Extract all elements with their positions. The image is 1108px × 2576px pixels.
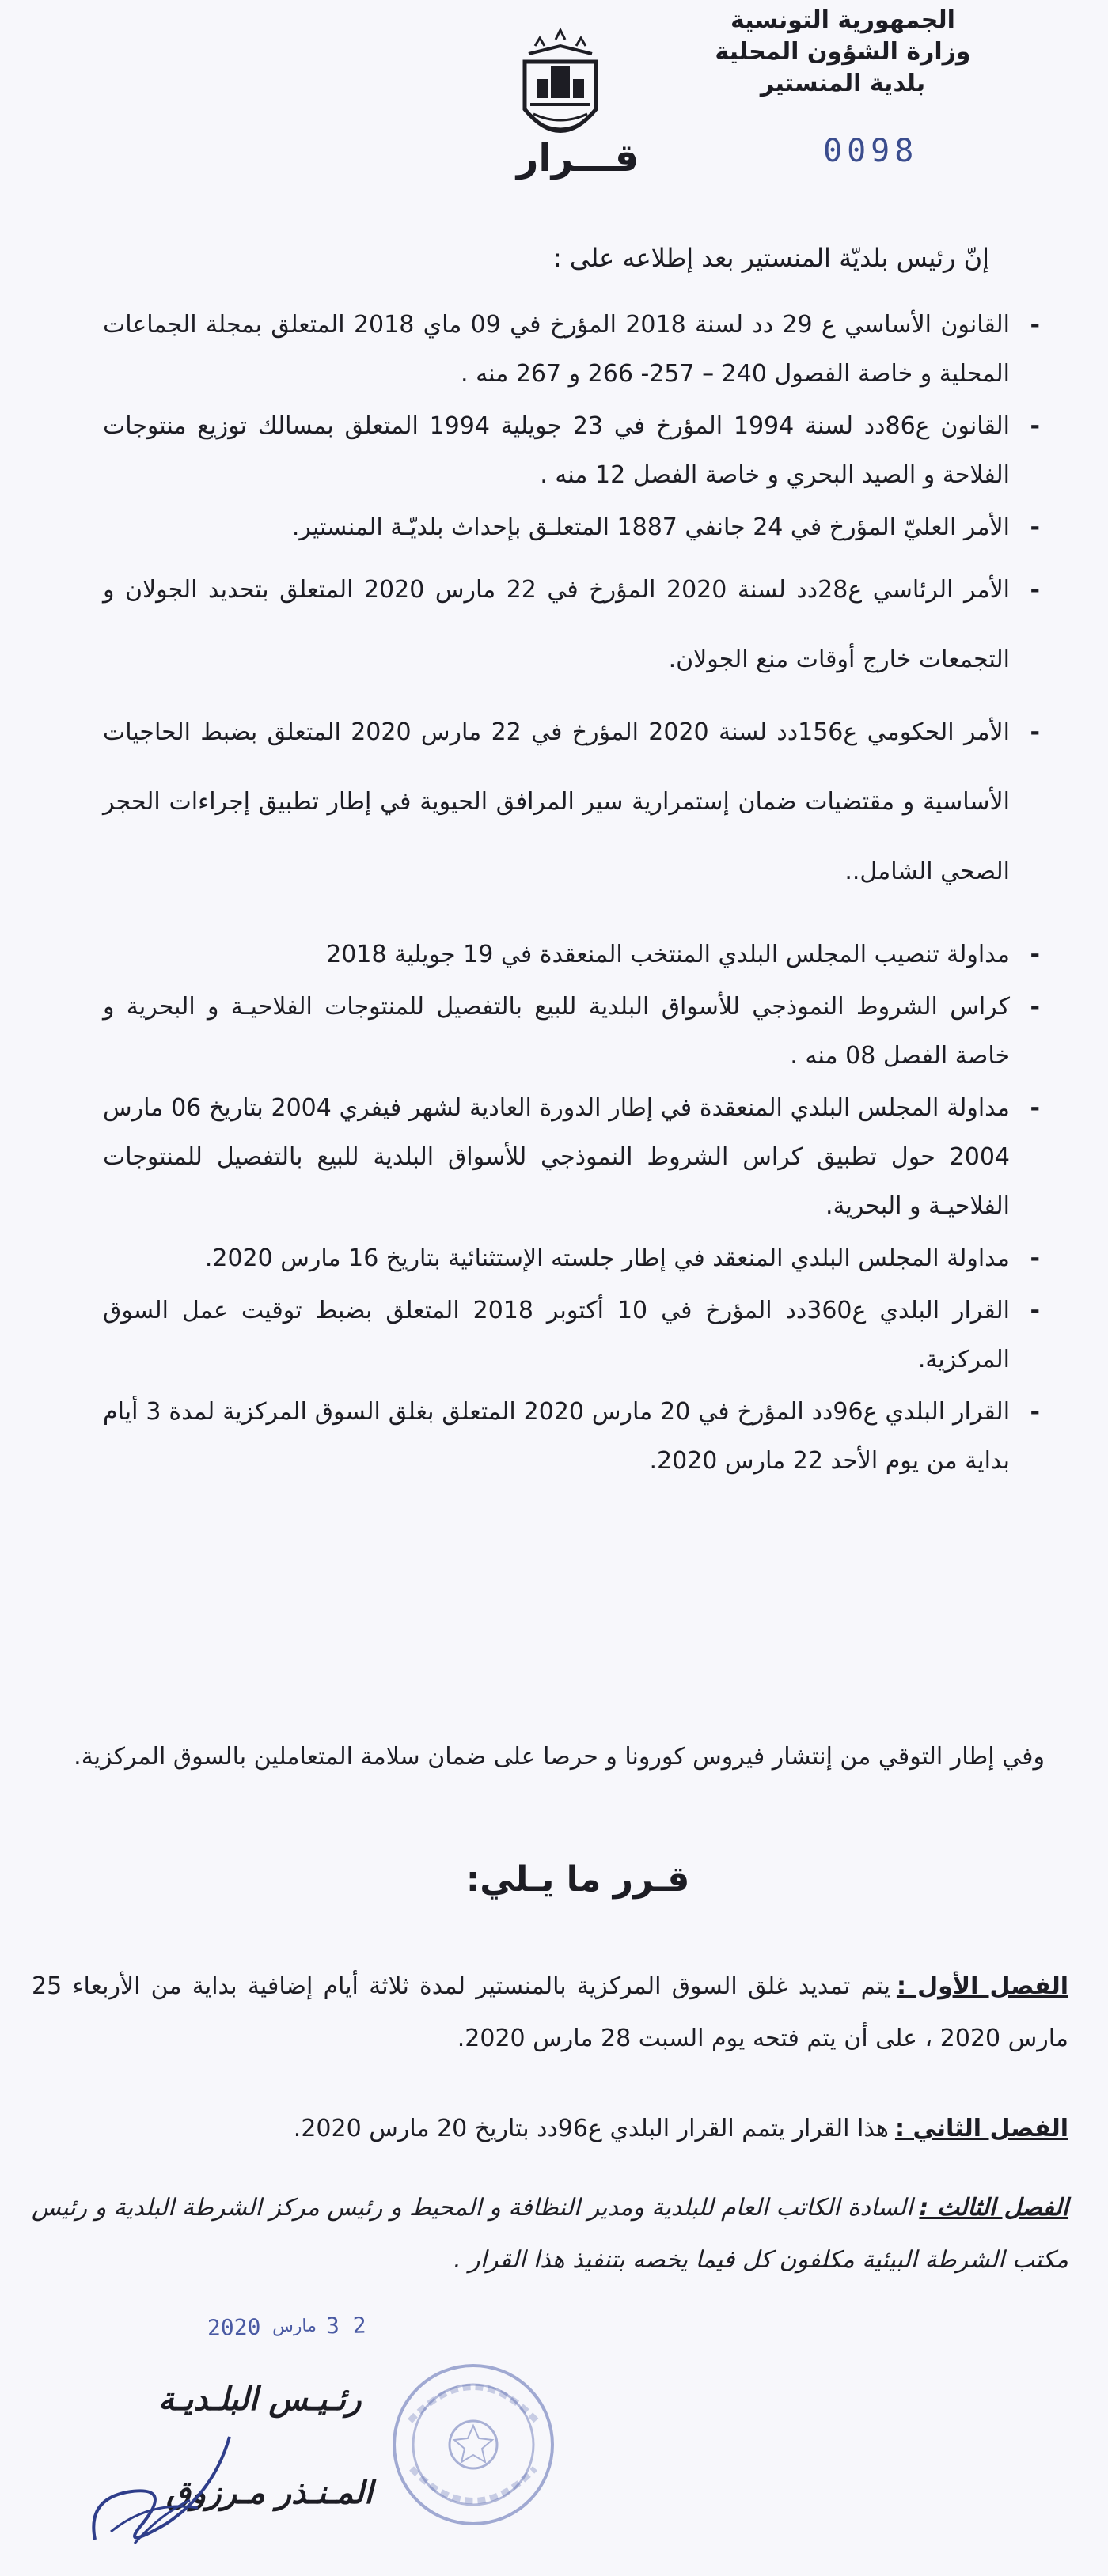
preamble-item: - الأمر العليّ المؤرخ في 24 جانفي 1887 المتعلـق بإحداث بلديّـة المنستير. <box>103 503 1045 552</box>
preamble-item: - الأمر الرئاسي ع28دد لسنة 2020 المؤرخ في 22 مارس 2020 المتعلق بتحديد الجولان و التجمعات خارج أوقات منع الجولان. <box>103 555 1045 695</box>
signatory-title: رئـيـس البلـديـة <box>158 2381 362 2418</box>
ministry-line: وزارة الشؤون المحلية <box>715 38 971 66</box>
preamble-item: - مداولة المجلس البلدي المنعقدة في إطار الدورة العادية لشهر فيفري 2004 بتاريخ 06 مارس 2004 حول تطبيق كراس الشروط النموذجي للأسواق البلدية للبيع بالتفصيل للمنتوجات الفلاحيـة و البحرية. <box>103 1084 1045 1231</box>
article-text: هذا القرار يتمم القرار البلدي ع96دد بتاريخ 20 مارس 2020. <box>293 2115 889 2142</box>
signatory-name: المـنـذر مـرزوق <box>166 2475 374 2511</box>
article-label: الفصل الثاني : <box>894 2115 1068 2142</box>
article-text: السادة الكاتب العام للبلدية ومدير النظافة و المحيط و رئيس مركز الشرطة البلدية و رئيس مكتب الشرطة البيئية مكلفون كل فيما يخصه بتنفيذ هذا القرار . <box>32 2194 1068 2274</box>
article-3 <box>32 2182 1068 2286</box>
issuer-block <box>673 5 1013 100</box>
preamble-item: - القرار البلدي ع360دد المؤرخ في 10 أكتوبر 2018 المتعلق بضبط توقيت عمل السوق المركزية. <box>103 1286 1045 1385</box>
preamble-item: - مداولة تنصيب المجلس البلدي المنتخب المنعقدة في 19 جويلية 2018 <box>103 930 1045 979</box>
preamble-item: - القانون الأساسي ع 29 دد لسنة 2018 المؤرخ في 09 ماي 2018 المتعلق بمجلة الجماعات المحلية و خاصة الفصول 240 – 257- 266 و 267 منه . <box>103 301 1045 399</box>
decides-heading: قـرر ما يـلي: <box>465 1859 690 1900</box>
date-stamp-month: مارس <box>271 2316 317 2337</box>
preamble-list <box>103 301 1045 1486</box>
municipality-line: بلدية المنستير <box>760 70 926 97</box>
date-stamp-year: 2020 <box>207 2313 261 2341</box>
considering-paragraph: وفي إطار التوقي من إنتشار فيروس كورونا و حرصا على ضمان سلامة المتعاملين بالسوق المركزية. <box>74 1743 1045 1771</box>
date-stamp <box>207 2309 382 2348</box>
preamble-item: - القانون ع86دد لسنة 1994 المؤرخ في 23 جويلية 1994 المتعلق بمسالك توزيع منتوجات الفلاحة و الصيد البحري و خاصة الفصل 12 منه . <box>103 402 1045 500</box>
municipal-seal-icon <box>386 2358 560 2532</box>
date-stamp-day: 2 3 <box>325 2312 366 2339</box>
intro-line: إنّ رئيس بلديّة المنستير بعد إطلاعه على : <box>552 243 989 273</box>
preamble-item: - القرار البلدي ع96دد المؤرخ في 20 مارس 2020 المتعلق بغلق السوق المركزية لمدة 3 أيام بداية من يوم الأحد 22 مارس 2020. <box>103 1388 1045 1486</box>
article-text: يتم تمديد غلق السوق المركزية بالمنستير لمدة ثلاثة أيام إضافية بداية من الأربعاء 25 مارس 2020 ، على أن يتم فتحه يوم السبت 28 مارس 2020. <box>32 1972 1068 2052</box>
republic-line: الجمهورية التونسية <box>730 6 955 34</box>
decision-number-stamp: 0098 <box>823 133 919 169</box>
preamble-item: - كراس الشروط النموذجي للأسواق البلدية للبيع بالتفصيل للمنتوجات الفلاحيـة و البحرية و خاصة الفصل 08 منه . <box>103 983 1045 1081</box>
preamble-item: - الأمر الحكومي ع156دد لسنة 2020 المؤرخ في 22 مارس 2020 المتعلق بضبط الحاجيات الأساسية و مقتضيات ضمان إستمرارية سير المرافق الحيوية في إطار تطبيق إجراءات الحجر الصحي الشامل.. <box>103 698 1045 907</box>
article-label: الفصل الثالث : <box>919 2194 1068 2222</box>
preamble-item: - مداولة المجلس البلدي المنعقد في إطار جلسته الإستثنائية بتاريخ 16 مارس 2020. <box>103 1234 1045 1283</box>
handwritten-signature-icon <box>79 2405 237 2563</box>
document-title: قـــرار <box>516 136 639 180</box>
article-2 <box>32 2103 1068 2155</box>
article-1 <box>32 1960 1068 2065</box>
article-label: الفصل الأول : <box>896 1972 1068 2000</box>
